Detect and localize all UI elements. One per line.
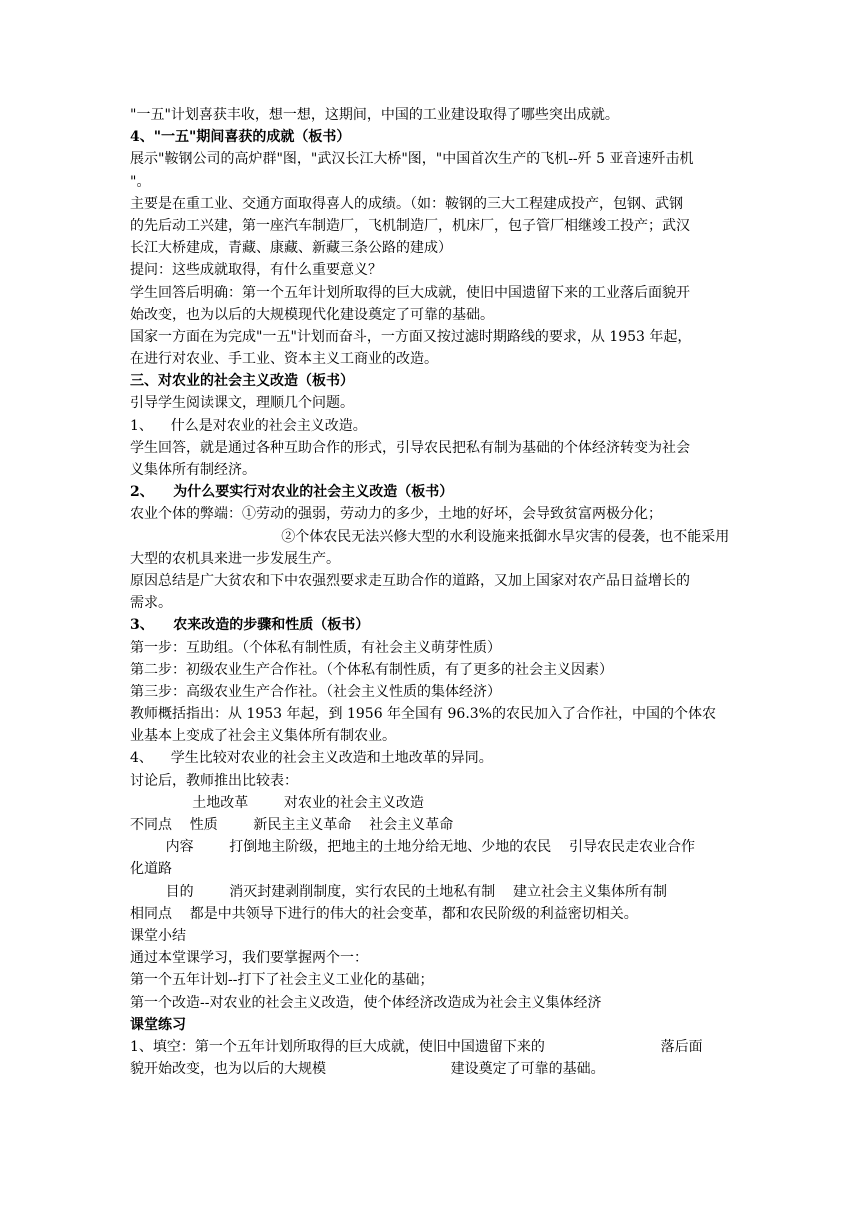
text-line: 貌开始改变，也为以后的大规模 建设奠定了可靠的基础。 bbox=[130, 1061, 605, 1078]
section-heading: 三、对农业的社会主义改造（板书） bbox=[130, 373, 354, 390]
text-line: ②个体农民无法兴修大型的水利设施来抵御水旱灾害的侵袭，也不能采用 bbox=[130, 528, 730, 545]
text-line: 业基本上变成了社会主义集体所有制农业。 bbox=[130, 728, 396, 745]
text-line: 国家一方面在为完成"一五"计划而奋斗，一方面又按过滤时期路线的要求，从 1953 年起， bbox=[130, 328, 692, 345]
text-line: 第一个改造--对农业的社会主义改造，使个体经济改造成为社会主义集体经济 bbox=[130, 994, 602, 1011]
text-line: 课堂小结 bbox=[130, 927, 186, 944]
text-line: 主要是在重工业、交通方面取得喜人的成绩。（如：鞍钢的三大工程建成投产，包钢、武钢 bbox=[130, 195, 683, 212]
text-line: 1、填空：第一个五年计划所取得的巨大成就，使旧中国遗留下来的 落后面 bbox=[130, 1038, 703, 1055]
text-line: 提问：这些成就取得，有什么重要意义？ bbox=[130, 262, 382, 279]
text-line: 通过本堂课学习，我们要掌握两个一： bbox=[130, 950, 368, 967]
text-line: 化道路 bbox=[130, 861, 172, 878]
text-line: 相同点 都是中共领导下进行的伟大的社会变革，都和农民阶级的利益密切相关。 bbox=[130, 905, 638, 922]
text-line: 内容 打倒地主阶级，把地主的土地分给无地、少地的农民 引导农民走农业合作 bbox=[130, 839, 696, 856]
text-line: 讨论后，教师推出比较表： bbox=[130, 772, 298, 789]
text-line: 第三步：高级农业生产合作社。（社会主义性质的集体经济） bbox=[130, 683, 501, 700]
section-heading: 2、 为什么要实行对农业的社会主义改造（板书） bbox=[130, 484, 454, 501]
text-line: 第一个五年计划--打下了社会主义工业化的基础； bbox=[130, 972, 434, 989]
text-line: 4、 学生比较对农业的社会主义改造和土地改革的异同。 bbox=[130, 750, 493, 767]
text-line: 第一步：互助组。（个体私有制性质，有社会主义萌芽性质） bbox=[130, 639, 501, 656]
text-line: 第二步：初级农业生产合作社。（个体私有制性质，有了更多的社会主义因素） bbox=[130, 661, 613, 678]
section-heading: 课堂练习 bbox=[130, 1016, 186, 1033]
text-line: 土地改革 对农业的社会主义改造 bbox=[130, 794, 424, 811]
text-line: 原因总结是广大贫农和下中农强烈要求走互助合作的道路，又加上国家对农产品日益增长的 bbox=[130, 572, 690, 589]
text-line: "。 bbox=[130, 173, 151, 190]
text-line: 义集体所有制经济。 bbox=[130, 462, 256, 478]
text-line: 引导学生阅读课文，理顺几个问题。 bbox=[130, 395, 354, 412]
text-line: 不同点 性质 新民主主义革命 社会主义革命 bbox=[130, 817, 454, 833]
text-line: 学生回答后明确：第一个五年计划所取得的巨大成就，使旧中国遗留下来的工业落后面貌开 bbox=[130, 284, 690, 301]
section-heading: 3、 农来改造的步骤和性质（板书） bbox=[130, 617, 370, 634]
text-line: 教师概括指出：从 1953 年起，到 1956 年全国有 96.3%的农民加入了合作社，中国的个体农 bbox=[130, 706, 716, 723]
text-line: 需求。 bbox=[130, 595, 172, 612]
text-line: "一五"计划喜获丰收，想一想，这期间，中国的工业建设取得了哪些突出成就。 bbox=[130, 107, 619, 123]
text-line: 1、 什么是对农业的社会主义改造。 bbox=[130, 417, 367, 434]
text-line: 农业个体的弊端：①劳动的强弱，劳动力的多少，土地的好坏，会导致贫富两极分化； bbox=[130, 506, 662, 523]
text-line: 展示"鞍钢公司的高炉群"图，"武汉长江大桥"图，"中国首次生产的飞机--歼 5 亚音速歼击机 bbox=[130, 151, 694, 168]
section-heading: 4、"一五"期间喜获的成就（板书） bbox=[130, 129, 351, 146]
text-line: 在进行对农业、手工业、资本主义工商业的改造。 bbox=[130, 351, 438, 368]
document-body bbox=[130, 104, 730, 1080]
text-line: 学生回答，就是通过各种互助合作的形式，引导农民把私有制为基础的个体经济转变为社会 bbox=[130, 439, 690, 456]
text-line: 长江大桥建成，青藏、康藏、新藏三条公路的建成） bbox=[130, 240, 452, 257]
text-line: 目的 消灭封建剥削制度，实行农民的土地私有制 建立社会主义集体所有制 bbox=[130, 883, 668, 900]
text-line: 的先后动工兴建，第一座汽车制造厂，飞机制造厂，机床厂，包子管厂相继竣工投产；武汉 bbox=[130, 217, 690, 234]
text-line: 大型的农机具来进一步发展生产。 bbox=[130, 550, 340, 567]
text-line: 始改变，也为以后的大规模现代化建设奠定了可靠的基础。 bbox=[130, 306, 494, 323]
